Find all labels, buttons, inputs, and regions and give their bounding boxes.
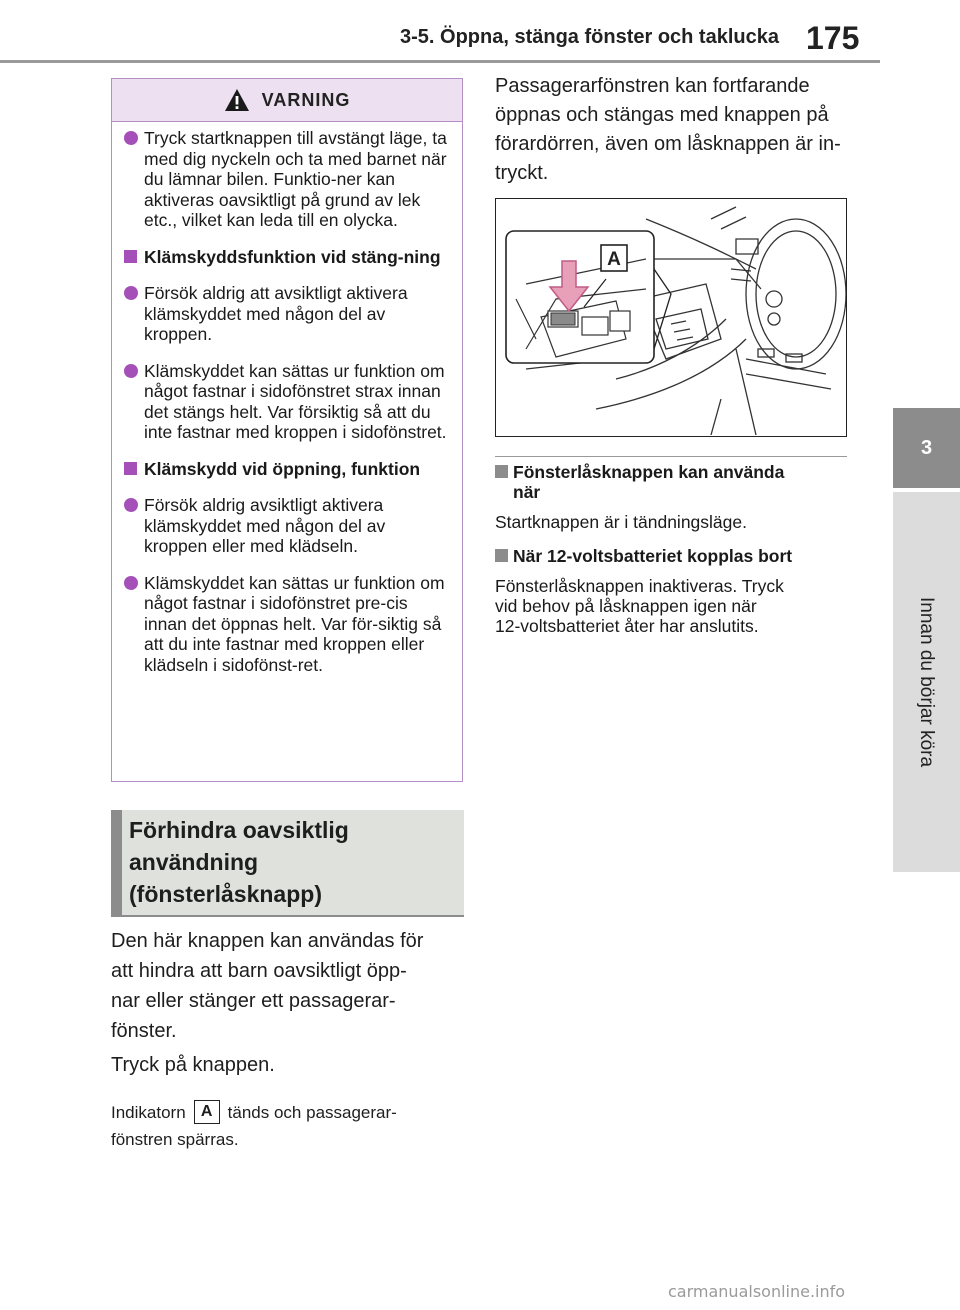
indicator-text-part: tänds och passagerar-: [227, 1103, 397, 1122]
divider-rule: [495, 456, 847, 457]
warning-title: VARNING: [261, 89, 351, 110]
window-lock-illustration: [495, 198, 847, 437]
section-heading-box: [111, 810, 464, 917]
warning-subheading-text: Klämskyddsfunktion vid stäng-ning: [144, 246, 441, 267]
bullet-dot-icon: [124, 131, 138, 145]
indicator-text-part: Indikatorn: [111, 1103, 186, 1122]
section-title: 3-5. Öppna, stänga fönster och taklucka: [400, 26, 779, 48]
paragraph-line: förardörren, även om låsknappen är in-: [495, 133, 841, 155]
bullet-square-icon: [124, 250, 137, 263]
intro-paragraph: [111, 926, 471, 1046]
paragraph-line: att hindra att barn oavsiktligt öpp-: [111, 960, 407, 982]
warning-header: [112, 79, 462, 122]
subheading-usable-when: [495, 462, 840, 502]
warning-item: [124, 361, 448, 443]
warning-item-text: Klämskyddet kan sättas ur funktion om något fastnar i sidofönstret strax innan det stängs helt. Var försiktig så att du inte fastnar med kroppen i sidofönstret.: [144, 360, 447, 442]
paragraph-line: fönster.: [111, 1020, 177, 1042]
subheading-line: när: [513, 482, 541, 502]
warning-subheading-text: Klämskydd vid öppning, funktion: [144, 458, 421, 479]
subheading-line: När 12-voltsbatteriet kopplas bort: [513, 546, 793, 566]
door-panel-drawing: [496, 199, 846, 435]
header-rule: [0, 60, 880, 63]
paragraph-line: Fönsterlåsknappen inaktiveras. Tryck: [495, 576, 784, 596]
warning-triangle-icon: [224, 88, 250, 112]
bullet-dot-icon: [124, 286, 138, 300]
bullet-dot-icon: [124, 364, 138, 378]
passenger-window-paragraph: [495, 72, 855, 188]
section-heading-line: (fönsterlåsknapp): [129, 881, 322, 907]
subheading-battery: [495, 546, 840, 566]
ignition-text: Startknappen är i tändningsläge.: [495, 512, 747, 532]
paragraph-line: nar eller stänger ett passagerar-: [111, 990, 396, 1012]
bullet-dot-icon: [124, 576, 138, 590]
warning-item: [124, 128, 448, 231]
bullet-square-icon: [495, 549, 508, 562]
warning-box: [111, 78, 463, 782]
page-number: 175: [806, 20, 860, 56]
callout-label: A: [607, 249, 621, 270]
indicator-text-line2: fönstren spärras.: [111, 1130, 239, 1149]
warning-body: [112, 122, 462, 675]
paragraph-line: 12-voltsbatteriet åter har anslutits.: [495, 616, 759, 636]
paragraph-line: vid behov på låsknappen igen när: [495, 596, 757, 616]
bullet-dot-icon: [124, 498, 138, 512]
warning-subheading: [124, 247, 448, 268]
warning-item: [124, 495, 448, 557]
paragraph-line: Passagerarfönstren kan fortfarande: [495, 75, 810, 97]
indicator-label-box: A: [194, 1100, 220, 1124]
warning-item: [124, 573, 448, 676]
bullet-square-icon: [495, 465, 508, 478]
warning-subheading: [124, 459, 448, 480]
subheading-line: Fönsterlåsknappen kan använda: [513, 462, 785, 482]
warning-item: [124, 283, 448, 345]
warning-item-text: Försök aldrig avsiktligt aktivera klämskyddet med någon del av kroppen eller med klädseln.: [144, 495, 386, 556]
warning-item-text: Klämskyddet kan sättas ur funktion om något fastnar i sidofönstret pre-cis innan det öppnas helt. Var för-siktig så att du inte fastnar med kroppen eller klädseln i sidofönst-ret.: [144, 572, 445, 675]
indicator-text: [111, 1100, 471, 1124]
paragraph-line: öppnas och stängas med knappen på: [495, 104, 829, 126]
section-heading-bar: [111, 810, 122, 915]
chapter-tab-number: 3: [893, 408, 960, 488]
bullet-square-icon: [124, 462, 137, 475]
chapter-tab-label: Innan du börjar köra: [916, 596, 937, 768]
section-heading: [129, 814, 459, 910]
paragraph-line: tryckt.: [495, 162, 549, 184]
footer-watermark: carmanualsonline.info: [668, 1282, 846, 1301]
section-heading-line: Förhindra oavsiktlig: [129, 817, 349, 843]
warning-item-text: Försök aldrig att avsiktligt aktivera klämskyddet med någon del av kroppen.: [144, 283, 408, 344]
paragraph-line: Den här knappen kan användas för: [111, 930, 424, 952]
warning-item-text: Tryck startknappen till avstängt läge, ta med dig nyckeln och ta med barnet när du lämnar bilen. Funktio-ner kan aktiveras oavsiktligt på grund av lek etc., vilket kan leda till en olycka.: [144, 128, 447, 230]
section-heading-line: användning: [129, 849, 259, 875]
battery-text: [495, 576, 840, 636]
instruction-text: Tryck på knappen.: [111, 1054, 275, 1076]
